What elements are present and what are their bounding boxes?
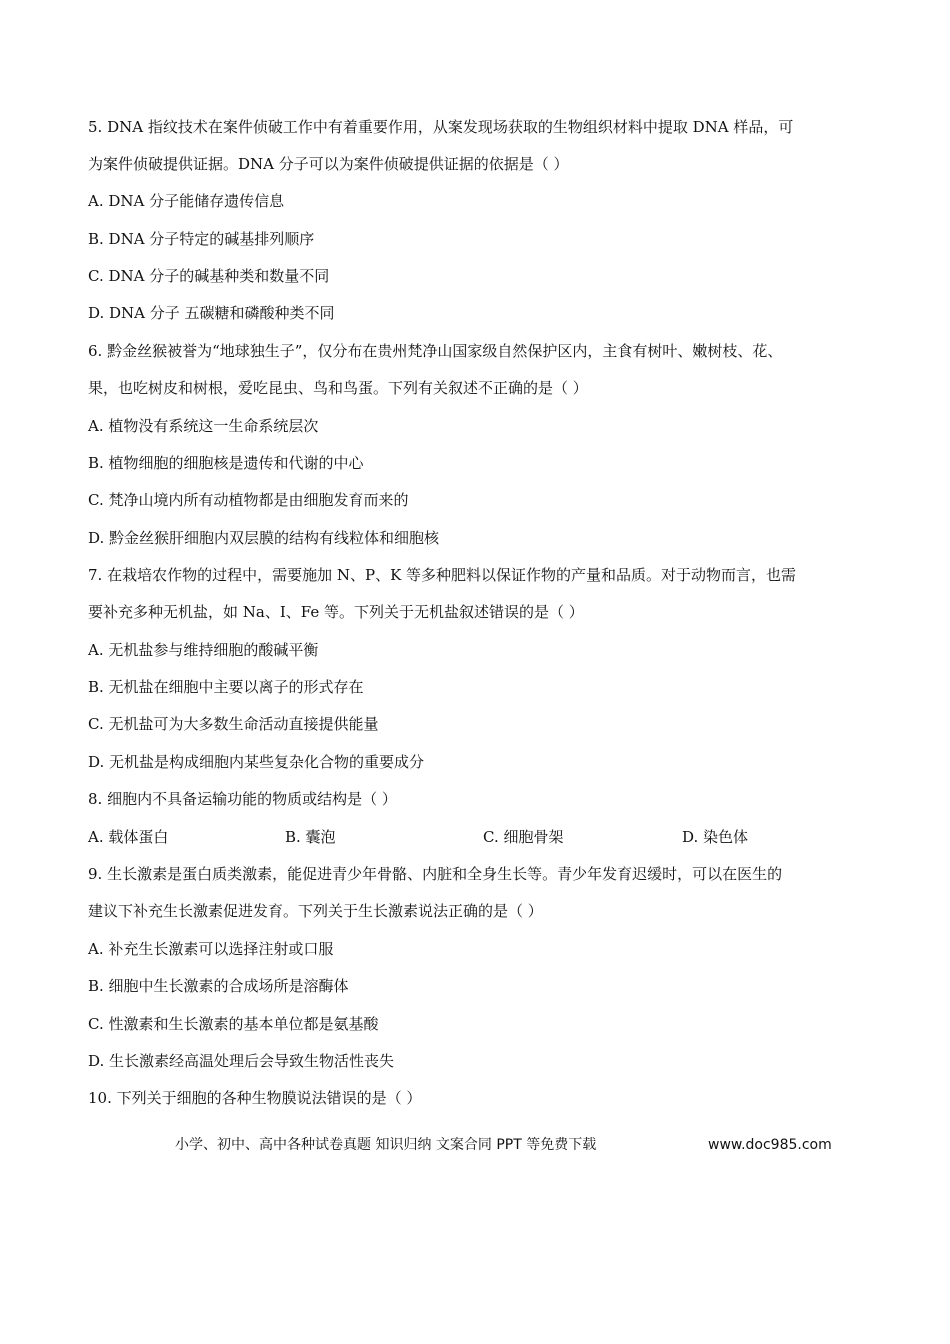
footer-url[interactable]: www.doc985.com	[708, 1137, 832, 1153]
q5-stem-line2: 为案件侦破提供证据。DNA 分子可以为案件侦破提供证据的依据是（ ）	[88, 155, 569, 173]
q6-stem-line1: 6. 黔金丝猴被誉为“地球独生子”，仅分布在贵州梵净山国家级自然保护区内，主食有树叶、嫩树枝、花、	[88, 342, 783, 360]
q8-option-d: D. 染色体	[682, 828, 749, 846]
q9-option-d: D. 生长激素经高温处理后会导致生物活性丧失	[88, 1052, 395, 1070]
q7-option-b: B. 无机盐在细胞中主要以离子的形式存在	[88, 678, 364, 696]
q5-option-b: B. DNA 分子特定的碱基排列顺序	[88, 230, 315, 248]
q5-option-a: A. DNA 分子能储存遗传信息	[88, 192, 285, 210]
q6-option-a: A. 植物没有系统这一生命系统层次	[88, 417, 319, 435]
q7-option-a: A. 无机盐参与维持细胞的酸碱平衡	[88, 641, 319, 659]
q6-stem-line2: 果，也吃树皮和树根，爱吃昆虫、鸟和鸟蛋。下列有关叙述不正确的是（ ）	[88, 379, 588, 397]
q5-option-d: D. DNA 分子 五碳糖和磷酸种类不同	[88, 304, 335, 322]
q10-stem: 10. 下列关于细胞的各种生物膜说法错误的是（ ）	[88, 1089, 422, 1107]
q9-option-c: C. 性激素和生长激素的基本单位都是氨基酸	[88, 1015, 379, 1033]
q9-option-b: B. 细胞中生长激素的合成场所是溶酶体	[88, 977, 349, 995]
q9-stem-line2: 建议下补充生长激素促进发育。下列关于生长激素说法正确的是（ ）	[88, 902, 543, 920]
q6-option-c: C. 梵净山境内所有动植物都是由细胞发育而来的	[88, 491, 409, 509]
q8-stem: 8. 细胞内不具备运输功能的物质或结构是（ ）	[88, 790, 397, 808]
q7-stem-line1: 7. 在栽培农作物的过程中，需要施加 N、P、K 等多种肥料以保证作物的产量和品质。对于动物而言，也需	[88, 566, 797, 584]
q5-stem-line1: 5. DNA 指纹技术在案件侦破工作中有着重要作用，从案发现场获取的生物组织材料中提取 DNA 样品，可	[88, 118, 794, 136]
q9-option-a: A. 补充生长激素可以选择注射或口服	[88, 940, 334, 958]
q6-option-d: D. 黔金丝猴肝细胞内双层膜的结构有线粒体和细胞核	[88, 529, 440, 547]
q7-stem-line2: 要补充多种无机盐，如 Na、I、Fe 等。下列关于无机盐叙述错误的是（ ）	[88, 603, 584, 621]
q8-option-a: A. 载体蛋白	[88, 828, 169, 846]
footer-text: 小学、初中、高中各种试卷真题 知识归纳 文案合同 PPT 等免费下载	[175, 1137, 597, 1153]
q5-option-c: C. DNA 分子的碱基种类和数量不同	[88, 267, 330, 285]
q8-option-c: C. 细胞骨架	[483, 828, 564, 846]
q8-option-b: B. 囊泡	[285, 828, 336, 846]
q9-stem-line1: 9. 生长激素是蛋白质类激素，能促进青少年骨骼、内脏和全身生长等。青少年发育迟缓时，可以在医生的	[88, 865, 783, 883]
q7-option-c: C. 无机盐可为大多数生命活动直接提供能量	[88, 715, 379, 733]
q7-option-d: D. 无机盐是构成细胞内某些复杂化合物的重要成分	[88, 753, 425, 771]
q6-option-b: B. 植物细胞的细胞核是遗传和代谢的中心	[88, 454, 364, 472]
